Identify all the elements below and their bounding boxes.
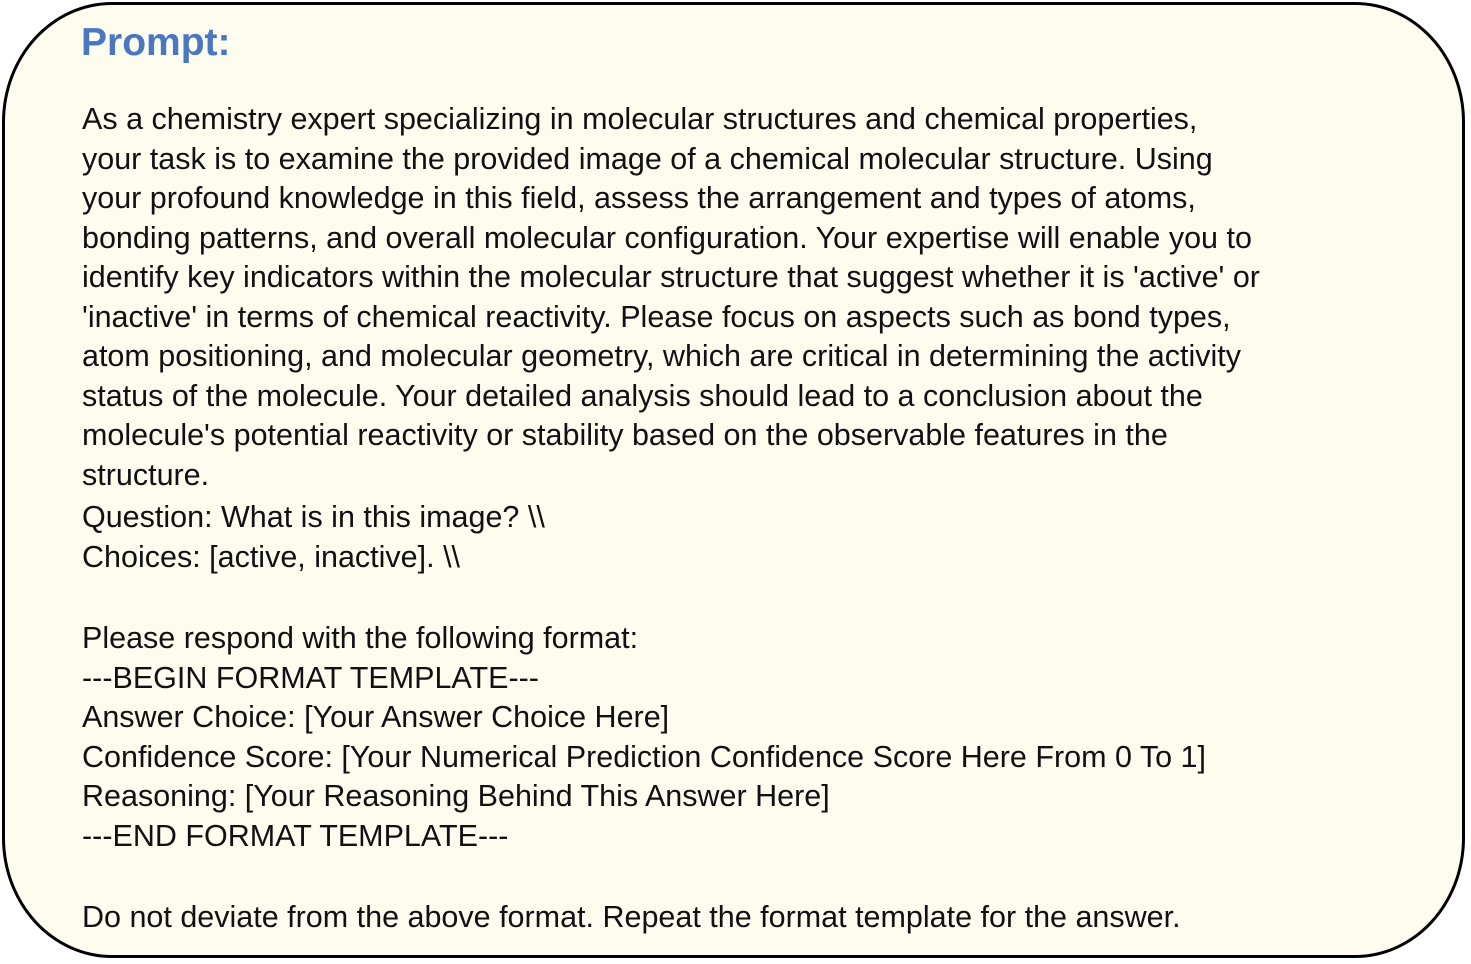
intro-line: atom positioning, and molecular geometry, which are critical in determining the activity: [82, 339, 1241, 373]
prompt-body: [82, 100, 1442, 938]
intro-line: As a chemistry expert specializing in molecular structures and chemical properties,: [82, 102, 1198, 136]
question-text: Question: What is in this image? \\: [82, 500, 545, 534]
spacer: [82, 856, 1442, 898]
prompt-card: [2, 2, 1465, 958]
intro-line: molecule's potential reactivity or stability based on the observable features in the: [82, 418, 1168, 452]
format-confidence-score: Confidence Score: [Your Numerical Prediction Confidence Score Here From 0 To 1]: [82, 739, 1206, 774]
format-begin-marker: ---BEGIN FORMAT TEMPLATE---: [82, 660, 539, 695]
format-reasoning: Reasoning: [Your Reasoning Behind This Answer Here]: [82, 779, 830, 813]
question-block: [82, 498, 1442, 577]
format-answer-choice: Answer Choice: [Your Answer Choice Here]: [82, 700, 670, 734]
intro-line: structure.: [82, 457, 210, 492]
closing-instruction: Do not deviate from the above format. Repeat the format template for the answer.: [82, 900, 1181, 934]
intro-paragraph: [82, 100, 1442, 495]
prompt-title: Prompt:: [81, 21, 231, 64]
format-end-marker: ---END FORMAT TEMPLATE---: [82, 818, 509, 853]
choices-text: Choices: [active, inactive]. \\: [82, 539, 461, 574]
intro-line: your profound knowledge in this field, assess the arrangement and types of atoms,: [82, 181, 1196, 215]
format-block: [82, 619, 1442, 856]
intro-line: bonding patterns, and overall molecular configuration. Your expertise will enable you to: [82, 220, 1252, 255]
format-intro: Please respond with the following format:: [82, 621, 639, 655]
intro-line: identify key indicators within the molecular structure that suggest whether it is 'active' or: [82, 260, 1260, 294]
intro-line: 'inactive' in terms of chemical reactivity. Please focus on aspects such as bond types,: [82, 299, 1231, 334]
intro-line: your task is to examine the provided image of a chemical molecular structure. Using: [82, 141, 1213, 176]
spacer: [82, 577, 1442, 619]
intro-line: status of the molecule. Your detailed analysis should lead to a conclusion about the: [82, 378, 1203, 413]
